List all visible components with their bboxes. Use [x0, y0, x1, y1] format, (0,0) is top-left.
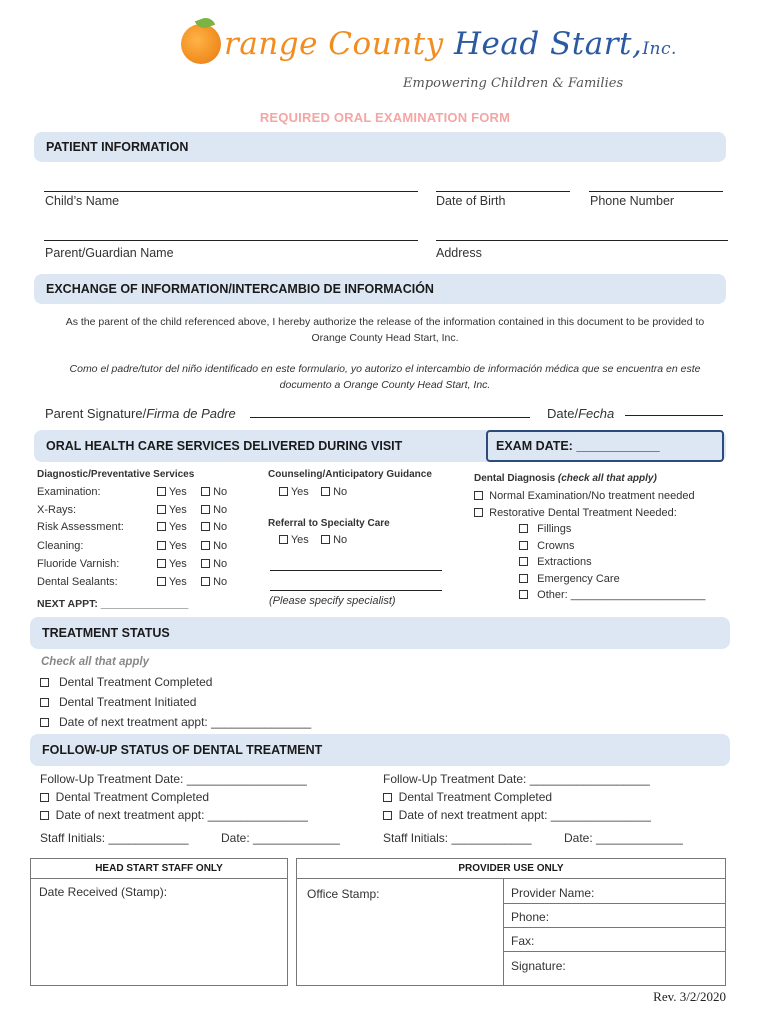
guardian-name-field[interactable] — [44, 240, 418, 241]
checkbox-icon — [157, 577, 166, 586]
office-stamp-label: Office Stamp: — [307, 887, 380, 901]
yes-checkbox[interactable]: Yes — [157, 504, 187, 516]
checkbox-icon — [201, 522, 210, 531]
revision-date: Rev. 3/2/2020 — [653, 989, 726, 1004]
consent-english: As the parent of the child referenced above, I hereby authorize the release of the information contained in this document to be provided to Orange County Head Start, Inc. — [65, 316, 705, 344]
followup-completed-checkbox[interactable]: Dental Treatment Completed — [40, 790, 209, 804]
child-name-label: Child’s Name — [45, 194, 120, 208]
yes-checkbox[interactable]: Yes — [157, 540, 187, 552]
service-label: Examination: — [37, 486, 101, 498]
signature-date-label: Date/Fecha — [547, 406, 615, 421]
checkbox-icon — [519, 574, 528, 583]
no-checkbox[interactable]: No — [201, 558, 227, 570]
checkbox-icon — [201, 541, 210, 550]
yes-checkbox[interactable]: Yes — [157, 558, 187, 570]
checkbox-icon — [279, 535, 288, 544]
checkbox-icon — [201, 559, 210, 568]
normal-exam-checkbox[interactable]: Normal Examination/No treatment needed — [474, 490, 695, 502]
checkbox-icon — [279, 487, 288, 496]
staff-initials-field-2[interactable]: Staff Initials: ____________ — [383, 831, 532, 845]
followup-date-short-field-2[interactable]: Date: _____________ — [564, 831, 683, 845]
provider-phone-field[interactable]: Phone: — [511, 910, 550, 924]
service-label: Dental Sealants: — [37, 576, 118, 588]
referral-title: Referral to Specialty Care — [268, 518, 390, 529]
provider-title: PROVIDER USE ONLY — [297, 859, 725, 879]
phone-field[interactable] — [589, 191, 723, 192]
checkbox-icon — [519, 590, 528, 599]
treatment-initiated-checkbox[interactable]: Dental Treatment Initiated — [40, 695, 196, 709]
logo: range County Head Start,Inc. — [224, 26, 677, 62]
yes-checkbox[interactable]: Yes — [157, 521, 187, 533]
provider-signature-field[interactable]: Signature: — [511, 959, 566, 973]
checkbox-icon — [201, 577, 210, 586]
exam-date-box[interactable]: EXAM DATE: ____________ — [486, 430, 724, 462]
date-received-label: Date Received (Stamp): — [39, 885, 168, 899]
emergency-care-checkbox[interactable]: Emergency Care — [519, 573, 620, 585]
child-name-field[interactable] — [44, 191, 418, 192]
other-checkbox[interactable]: Other: ______________________ — [519, 589, 705, 601]
no-checkbox[interactable]: No — [201, 576, 227, 588]
referral-no-checkbox[interactable]: No — [321, 534, 347, 546]
followup-next-checkbox-2[interactable]: Date of next treatment appt: _______________ — [383, 808, 651, 822]
head-start-staff-box — [30, 858, 288, 986]
logo-tagline: Empowering Children & Families — [403, 76, 624, 91]
service-label: Risk Assessment: — [37, 521, 124, 533]
next-appt-field[interactable]: NEXT APPT: _______________ — [37, 598, 189, 610]
checkbox-icon — [157, 487, 166, 496]
counseling-yes-checkbox[interactable]: Yes — [279, 486, 309, 498]
service-label: X-Rays: — [37, 504, 77, 516]
checkbox-icon — [321, 487, 330, 496]
fillings-checkbox[interactable]: Fillings — [519, 523, 571, 535]
provider-name-field[interactable]: Provider Name: — [511, 886, 595, 900]
checkbox-icon — [201, 505, 210, 514]
check-all-note: Check all that apply — [41, 656, 150, 668]
checkbox-icon — [201, 487, 210, 496]
specialist-note: (Please specify specialist) — [269, 595, 396, 607]
checkbox-icon — [40, 793, 49, 802]
dob-label: Date of Birth — [436, 194, 506, 208]
provider-fax-field[interactable]: Fax: — [511, 934, 535, 948]
checkbox-icon — [474, 508, 483, 517]
phone-label: Phone Number — [590, 194, 675, 208]
exchange-header: EXCHANGE OF INFORMATION/INTERCAMBIO DE INFORMACIÓN — [34, 274, 726, 304]
logo-orange-icon — [181, 24, 221, 64]
specialist-field[interactable] — [270, 570, 442, 571]
parent-signature-field[interactable] — [250, 417, 530, 418]
parent-signature-label: Parent Signature/Firma de Padre — [45, 406, 236, 421]
checkbox-icon — [40, 811, 49, 820]
guardian-name-label: Parent/Guardian Name — [45, 246, 174, 260]
diagnosis-title: Dental Diagnosis (check all that apply) — [474, 473, 657, 484]
crowns-checkbox[interactable]: Crowns — [519, 540, 574, 552]
followup-date-field[interactable]: Follow-Up Treatment Date: __________________ — [40, 772, 307, 786]
checkbox-icon — [519, 541, 528, 550]
checkbox-icon — [383, 793, 392, 802]
next-treatment-checkbox[interactable]: Date of next treatment appt: _______________ — [40, 715, 311, 729]
yes-checkbox[interactable]: Yes — [157, 486, 187, 498]
diagnostic-title: Diagnostic/Preventative Services — [37, 469, 195, 480]
form-title: REQUIRED ORAL EXAMINATION FORM — [259, 110, 511, 125]
services-header: ORAL HEALTH CARE SERVICES DELIVERED DURING VISIT — [34, 430, 726, 462]
checkbox-icon — [157, 541, 166, 550]
dob-field[interactable] — [436, 191, 570, 192]
checkbox-icon — [519, 524, 528, 533]
checkbox-icon — [383, 811, 392, 820]
consent-spanish: Como el padre/tutor del niño identificado en este formulario, yo autorizo el intercambio de información médica que se encuentra en este documento a Orange County Head Start, Inc. — [69, 363, 701, 391]
address-label: Address — [436, 246, 482, 260]
checkbox-icon — [519, 557, 528, 566]
restorative-checkbox[interactable]: Restorative Dental Treatment Needed: — [474, 507, 677, 519]
no-checkbox[interactable]: No — [201, 486, 227, 498]
service-label: Fluoride Varnish: — [37, 558, 120, 570]
referral-yes-checkbox[interactable]: Yes — [279, 534, 309, 546]
provider-box — [296, 858, 726, 986]
no-checkbox[interactable]: No — [201, 504, 227, 516]
checkbox-icon — [40, 678, 49, 687]
treatment-completed-checkbox[interactable]: Dental Treatment Completed — [40, 675, 212, 689]
head-start-title: HEAD START STAFF ONLY — [31, 859, 287, 879]
extractions-checkbox[interactable]: Extractions — [519, 556, 592, 568]
followup-completed-checkbox-2[interactable]: Dental Treatment Completed — [383, 790, 552, 804]
counseling-title: Counseling/Anticipatory Guidance — [268, 469, 432, 480]
yes-checkbox[interactable]: Yes — [157, 576, 187, 588]
patient-info-header: PATIENT INFORMATION — [34, 132, 726, 162]
checkbox-icon — [474, 491, 483, 500]
staff-initials-field[interactable]: Staff Initials: ____________ — [40, 831, 189, 845]
service-label: Cleaning: — [37, 540, 84, 552]
checkbox-icon — [157, 559, 166, 568]
followup-date-field-2[interactable]: Follow-Up Treatment Date: __________________ — [383, 772, 650, 786]
checkbox-icon — [40, 718, 49, 727]
checkbox-icon — [157, 522, 166, 531]
signature-date-field[interactable] — [625, 415, 723, 416]
counseling-no-checkbox[interactable]: No — [321, 486, 347, 498]
address-field[interactable] — [436, 240, 728, 241]
followup-date-short-field[interactable]: Date: _____________ — [221, 831, 340, 845]
treatment-header: TREATMENT STATUS — [30, 617, 730, 649]
checkbox-icon — [40, 698, 49, 707]
specialist-field[interactable] — [270, 590, 442, 591]
followup-next-checkbox[interactable]: Date of next treatment appt: _______________ — [40, 808, 308, 822]
checkbox-icon — [321, 535, 330, 544]
checkbox-icon — [157, 505, 166, 514]
followup-header: FOLLOW-UP STATUS OF DENTAL TREATMENT — [30, 734, 730, 766]
no-checkbox[interactable]: No — [201, 521, 227, 533]
no-checkbox[interactable]: No — [201, 540, 227, 552]
